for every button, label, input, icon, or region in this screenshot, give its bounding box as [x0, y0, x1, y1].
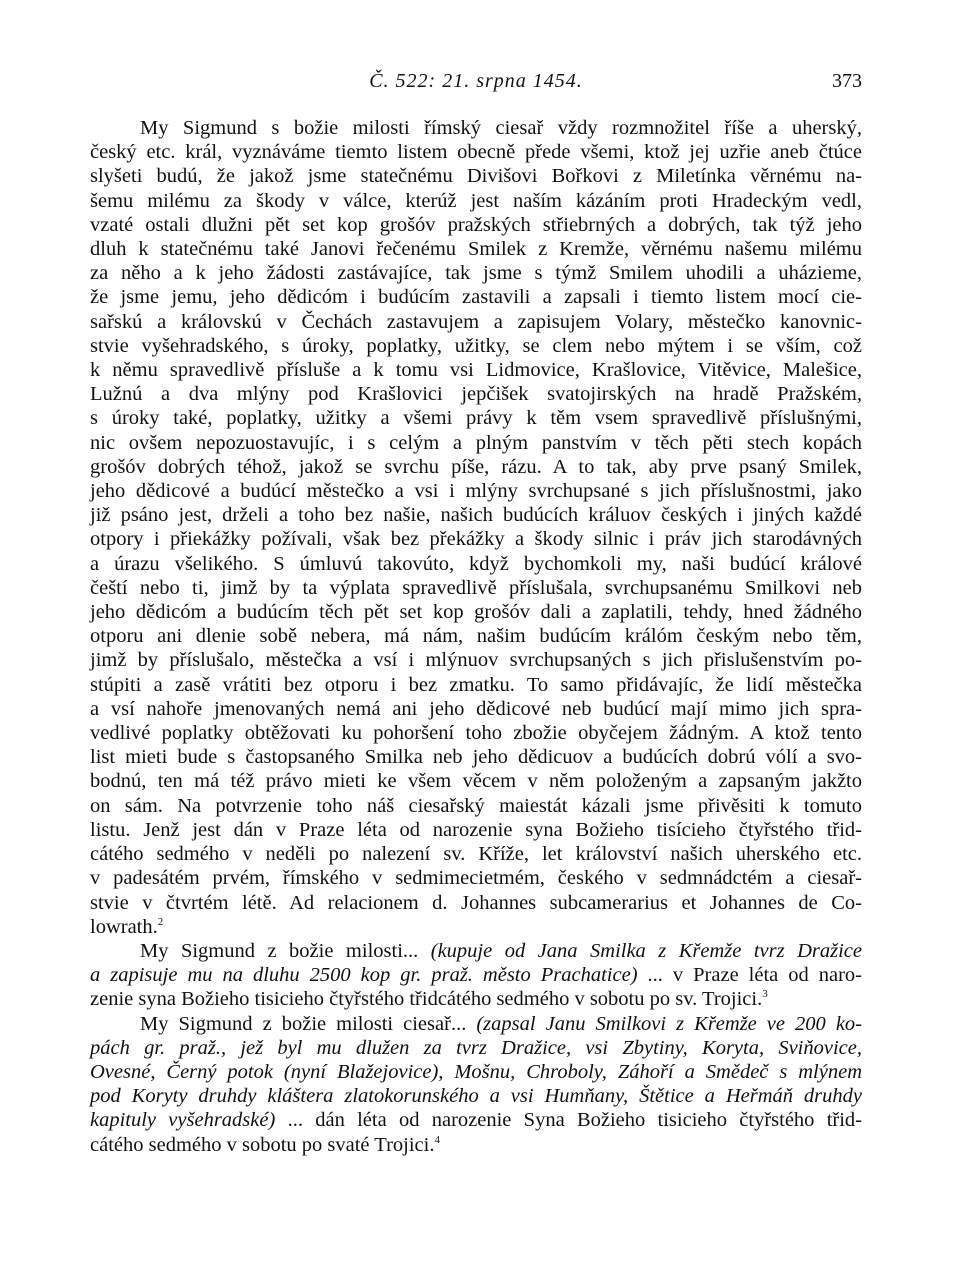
page-number: 373 — [832, 70, 862, 92]
text-line — [90, 261, 862, 285]
text-span: on sám. Na potvrzenie toho náš ciesařský maiestát kázali jsme přivěsiti k tomuto — [90, 794, 862, 817]
text-line — [90, 503, 862, 527]
text-line — [90, 552, 862, 576]
text-line — [90, 794, 862, 818]
text-span: listu. Jenž jest dán v Praze léta od narozenie syna Božieho tisícieho čtyřstého třid- — [90, 818, 862, 841]
text-span: a vsí nahoře jmenovaných nemá ani jeho dědicové neb budúcí mají mimo jich spra- — [90, 697, 862, 720]
text-line — [90, 1084, 862, 1108]
text-line — [90, 237, 862, 261]
italic-text: (kupuje od Jana Smilka z Křemže tvrz Dražice — [430, 939, 862, 962]
text-line — [90, 987, 862, 1011]
text-line — [90, 1108, 862, 1132]
text-span: My Sigmund s božie milosti římský ciesař vždy rozmnožitel říše a uherský, — [140, 117, 862, 139]
italic-text: kapituly vyšehradské) — [90, 1109, 276, 1132]
text-span: že jsme jemu, jeho dědicóm i budúcím zastavili a zapsali i tiemto listem mocí cie- — [90, 286, 862, 309]
text-span: dluh k statečnému také Janovi řečenému Smilek z Kremže, věrnému našemu milému — [90, 238, 862, 261]
text-span: otporu ani dlenie sobě nebera, má nám, našim budúcím králóm českým nebo těm, — [90, 625, 862, 648]
text-line — [90, 648, 862, 672]
footnote-marker: 2 — [157, 915, 164, 928]
text-span: jeho dědicóm a budúcím těch pět set kop grošóv dali a zaplatili, tehdy, hned žádného — [90, 601, 862, 624]
text-line — [90, 479, 862, 503]
text-span: zenie syna Božieho tisicieho čtyřstého třidcátého sedmého v sobotu po sv. Trojici. — [90, 988, 763, 1011]
italic-text: pod Koryty druhdy kláštera zlatokorunského a vsi Humňany, Štětice a Heřmáň druhdy — [90, 1085, 862, 1108]
text-span: Lužnú a dva mlýny pod Krašlovici jepčišek svatojirských na hradě Pražském, — [90, 383, 862, 406]
text-line — [90, 431, 862, 455]
text-line — [90, 963, 862, 987]
text-span: stúpiti a zasě vrátiti bez otporu i bez zmatku. To samo přidávajíc, že lidí městečka — [90, 673, 862, 696]
text-line — [90, 818, 862, 842]
text-span: v padesátém prvém, římského v sedmimecietmém, českého v sedmnádctém a ciesař- — [90, 867, 862, 890]
text-line — [90, 939, 862, 963]
text-line — [90, 697, 862, 721]
text-span: My Sigmund z božie milosti ciesař... — [140, 1012, 477, 1035]
text-span: list mieti bude s častopsaného Smilka neb jeho dědicuov a budúcích dobrú vólí a svo- — [90, 746, 862, 769]
italic-text: (zapsal Janu Smilkovi z Křemže ve 200 ko- — [476, 1012, 863, 1035]
text-span: cátého sedmého v neděli po nalezení sv. Kříže, let království našich uherského etc. — [90, 843, 862, 866]
text-span: grošóv dobrých téhož, jakož se svrchu píše, rázu. A to tak, aby prve psaný Smilek, — [90, 455, 862, 478]
text-span: bodnú, ten má též právo mieti ke všem věcem v něm položeným a zapsaným jakžto — [90, 770, 862, 793]
text-span: šemu milému za škody v válce, kterúž jest naším kázáním proti Hradeckým vedl, — [90, 189, 862, 212]
text-line — [90, 116, 862, 140]
text-span: jimž by příslušalo, městečka a vsí i mlýnuov svrchupsaných s jich přislušenstvím po- — [90, 649, 862, 672]
text-span: vzaté ostali dlužni pět set kop grošóv pražských střiebrných a dobrých, tak týž jeho — [90, 213, 862, 236]
text-line — [90, 334, 862, 358]
text-line — [90, 406, 862, 430]
text-span: k němu spravedlivě příslušе a k tomu vsi Lidmovice, Krašlovice, Vitěvice, Malešice, — [90, 359, 862, 382]
text-line — [90, 310, 862, 334]
italic-text: pách gr. praž., jež byl mu dlužen za tvrz Dražice, vsi Zbytiny, Koryta, Sviňovice, — [90, 1036, 862, 1059]
running-head: Č. 522: 21. srpna 1454. — [369, 70, 583, 92]
text-line — [90, 285, 862, 309]
text-span: otpory i přiekážky požívali, však bez překážky a škody silnic i práv jich starodávných — [90, 528, 862, 551]
text-span: stvie v čtvrtém létě. Ad relacionem d. Johannes subcamerarius et Johannes de Co- — [90, 891, 862, 914]
text-span: vedlivé poplatky obtěžovati ku pohoršení toho zbožie obyčejem žádným. A ktož tento — [90, 722, 862, 745]
text-line — [90, 842, 862, 866]
text-span: a úrazu všelikého. S úmluvú takovúto, když bychomkoli my, naši budúcí králové — [90, 552, 862, 575]
text-line — [90, 891, 862, 915]
footnote-marker: 4 — [434, 1133, 440, 1146]
text-span: stvie vyšehradského, s úroky, poplatky, užitky, se clem nebo mýtem i se vším, což — [90, 334, 862, 357]
text-line — [90, 1060, 862, 1084]
text-line — [90, 213, 862, 237]
text-line — [90, 382, 862, 406]
text-line — [90, 769, 862, 793]
text-line — [90, 600, 862, 624]
text-line — [90, 673, 862, 697]
footnote-marker: 3 — [762, 988, 768, 1001]
paragraph — [90, 939, 862, 1012]
text-line — [90, 745, 862, 769]
text-span: český etc. král, vyznáváme tiemto listem obecně přede všemi, ktož jej uzřie aneb čtúce — [90, 141, 862, 164]
text-line — [90, 164, 862, 188]
text-line — [90, 915, 862, 939]
text-line — [90, 527, 862, 551]
text-line — [90, 1133, 862, 1157]
page-header — [90, 70, 862, 100]
text-span: My Sigmund z božie milosti... — [140, 939, 431, 962]
text-span: čeští nebo ti, jimž by ta výplata spravedlivě příslušala, svrchupsanému Smilkovi neb — [90, 576, 862, 599]
text-span: jeho dědicové a budúcí městečko a vsi i mlýny svrchupsané s jich příslušnostmi, jako — [90, 480, 862, 503]
text-span: již psáno jest, drželi a toho bez našie, našich budúcích králuov českých i jiných každé — [90, 504, 862, 527]
text-span: s úroky také, poplatky, užitky a všemi právy k těm vsem spravedlivě příslušnými, — [90, 407, 862, 430]
text-line — [90, 1036, 862, 1060]
italic-text: Ovesné, Černý potok (nyní Blažejovice), Mošnu, Chroboly, Záhoří a Smědeč s mlýnem — [90, 1060, 862, 1083]
text-span: ... v Praze léta od naro- — [637, 964, 863, 987]
document-body — [90, 116, 862, 1157]
italic-text: a zapisuje mu na dluhu 2500 kop gr. praž. město Prachatice) — [90, 964, 638, 987]
text-line — [90, 721, 862, 745]
paragraph — [90, 116, 862, 939]
text-line — [90, 576, 862, 600]
text-line — [90, 455, 862, 479]
text-span: slyšeti budú, že jakož jsme statečnému Divišovi Bořkovi z Miletínka věrnému na- — [90, 165, 862, 188]
text-span: za něho a k jeho žádosti zastávajíce, tak jsme s týmž Smilem uhodili a uházieme, — [90, 262, 862, 285]
text-line — [90, 624, 862, 648]
text-line — [90, 189, 862, 213]
text-span: ... dán léta od narozenie Syna Božieho tisicieho čtyřstého třid- — [275, 1109, 862, 1132]
paragraph — [90, 1012, 862, 1157]
text-span: lowrath. — [90, 915, 158, 938]
text-line — [90, 140, 862, 164]
text-span: nic ovšem nepozuostavujíc, i s celým a plným panstvím v těch pěti stech kopách — [90, 431, 862, 454]
text-line — [90, 1012, 862, 1036]
text-line — [90, 866, 862, 890]
text-span: sařskú a královskú v Čechách zastavujem a zapisujem Volary, městečko kanovnic- — [90, 310, 862, 333]
text-span: cátého sedmého v sobotu po svaté Trojici. — [90, 1133, 435, 1156]
text-line — [90, 358, 862, 382]
